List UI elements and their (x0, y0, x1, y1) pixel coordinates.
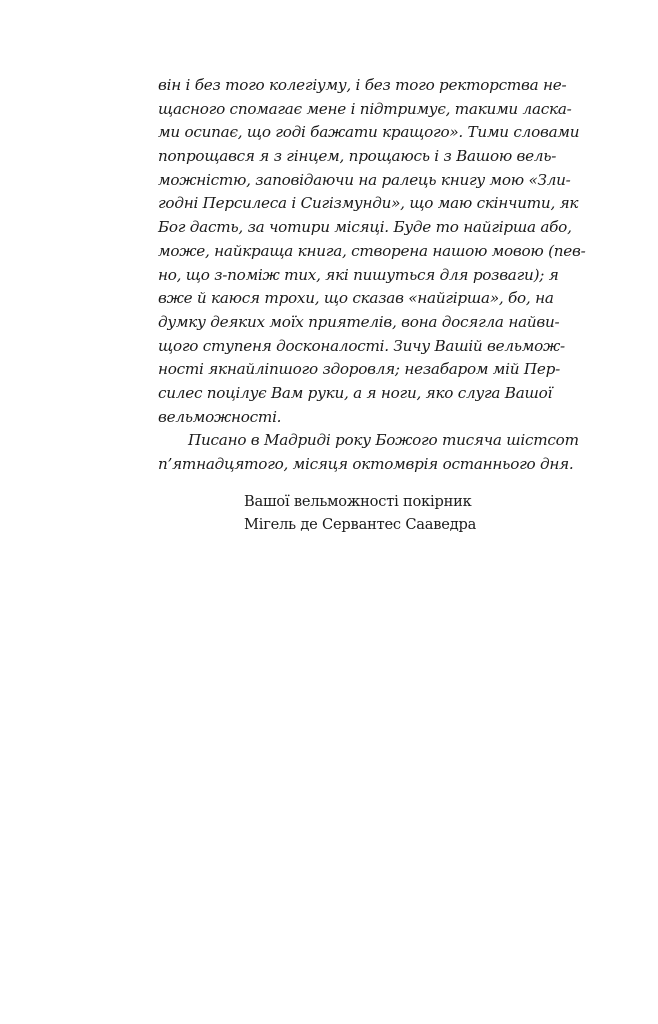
date-line-1: Писано в Мадриді року Божого тисяча шістсот (188, 431, 579, 450)
letter-line-15: вельможності. (158, 407, 282, 426)
letter-line-12: щого ступеня досконалості. Зичу Вашій вельмож- (158, 336, 565, 355)
letter-line-9: но, що з-поміж тих, які пишуться для розваги); я (158, 265, 559, 284)
letter-body (158, 74, 586, 477)
letter-line-2: щасного спомагає мене і підтримує, такими ласка- (158, 99, 572, 118)
letter-line-7: Бог дасть, за чотири місяці. Буде то найгірша або, (158, 218, 572, 237)
signature-closing: Вашої вельможності покірник (244, 492, 472, 510)
letter-line-6: годні Персилеса і Сигізмунди», що маю скінчити, як (158, 194, 579, 213)
letter-line-13: ності якнайліпшого здоровля; незабаром мій Пер- (158, 360, 560, 379)
letter-line-10: вже й каюся трохи, що сказав «найгірша», бо, на (158, 289, 554, 308)
letter-page (158, 74, 586, 536)
letter-line-14: силес поцілує Вам руки, а я ноги, яко слуга Вашої (158, 383, 553, 402)
date-line-2: п’ятнадцятого, місяця октомврія останнього дня. (158, 455, 574, 473)
letter-line-4: попрощався я з гінцем, прощаюсь і з Вашою вель- (158, 147, 557, 166)
signature-block (158, 490, 547, 536)
letter-line-3: ми осипає, що годі бажати кращого». Тими словами (158, 123, 580, 142)
signature-name: Мігель де Сервантес Сааведра (244, 515, 477, 533)
letter-line-1: він і без того колегіуму, і без того ректорства не- (158, 76, 567, 94)
letter-line-11: думку деяких моїх приятелів, вона досягла найви- (158, 312, 560, 331)
letter-line-5: можністю, заповідаючи на ралець книгу мою «Зли- (158, 170, 571, 189)
letter-line-8: може, найкраща книга, створена нашою мовою (пев- (158, 241, 586, 260)
